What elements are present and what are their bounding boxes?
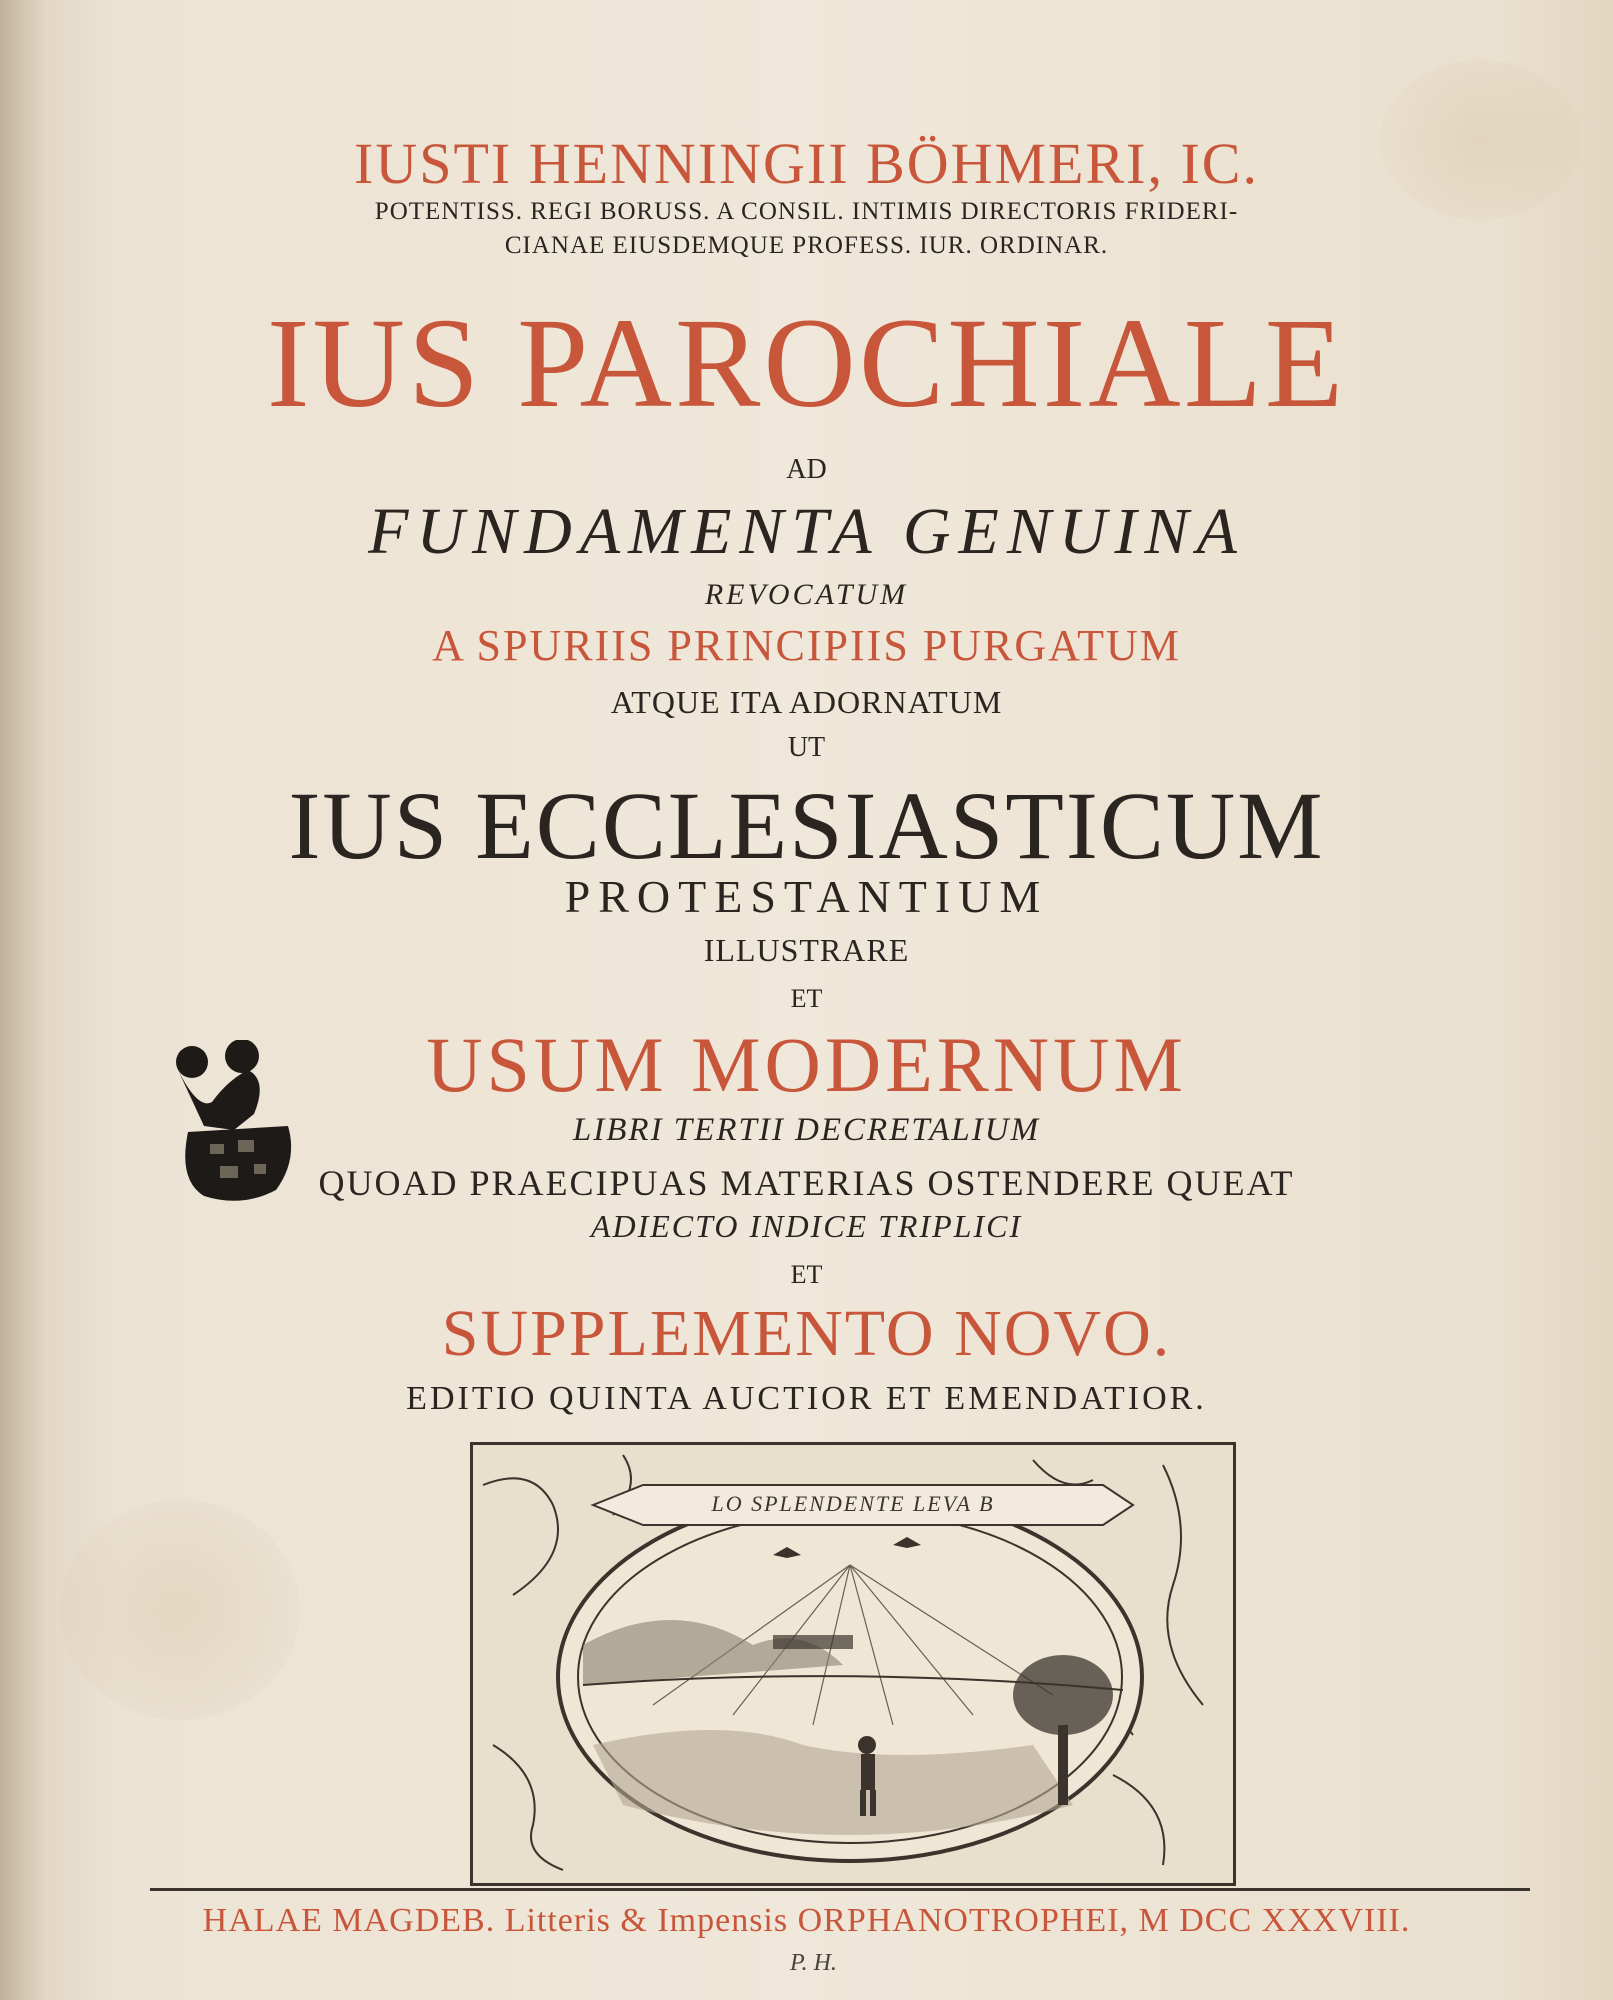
imprint: HALAE MAGDEB. Litteris & Impensis ORPHANOTROPHEI, M DCC XXXVIII.	[202, 1902, 1411, 1939]
title-libri: LIBRI TERTII DECRETALIUM	[572, 1112, 1041, 1148]
title-quoad: QUOAD PRAECIPUAS MATERIAS OSTENDERE QUEAT	[318, 1163, 1295, 1203]
imprint-rule-top	[150, 1888, 1530, 1891]
author-titles-line-1: POTENTISS. REGI BORUSS. A CONSIL. INTIMIS DIRECTORIS FRIDERI-	[374, 198, 1239, 225]
title-et-2: ET	[790, 1260, 823, 1289]
title-ius-ecclesiasticum: IUS ECCLESIASTICUM	[288, 772, 1325, 879]
main-title: IUS PAROCHIALE	[266, 292, 1347, 434]
author-titles-line-2: CIANAE EIUSDEMQUE PROFESS. IUR. ORDINAR.	[504, 232, 1109, 259]
ownership-stamp	[158, 1040, 308, 1210]
title-ad: AD	[786, 454, 827, 485]
title-fundamenta: FUNDAMENTA GENUINA	[368, 495, 1245, 568]
title-supplemento: SUPPLEMENTO NOVO.	[441, 1297, 1172, 1370]
title-et-1: ET	[790, 984, 823, 1013]
title-revocatum: REVOCATUM	[704, 578, 909, 611]
paper-stain	[60, 1500, 300, 1720]
title-illustrare: ILLUSTRARE	[703, 932, 910, 968]
title-purgatum: A SPURIIS PRINCIPIIS PURGATUM	[432, 621, 1181, 670]
title-usum-modernum: USUM MODERNUM	[426, 1021, 1187, 1108]
title-protestantium: PROTESTANTIUM	[564, 871, 1049, 922]
title-adornatum: ATQUE ITA ADORNATUM	[610, 684, 1003, 720]
title-editio: EDITIO QUINTA AUCTIOR ET EMENDATIOR.	[406, 1380, 1207, 1417]
author-name: IUSTI HENNINGII BÖHMERI, IC.	[354, 131, 1259, 196]
vignette-motto-banner: LO SPLENDENTE LEVA B	[711, 1491, 995, 1516]
handwritten-shelfmark: P. H.	[790, 1950, 837, 1976]
title-ut: UT	[787, 732, 826, 763]
printers-device-vignette	[470, 1442, 1236, 1886]
title-adiecto: ADIECTO INDICE TRIPLICI	[590, 1208, 1023, 1244]
